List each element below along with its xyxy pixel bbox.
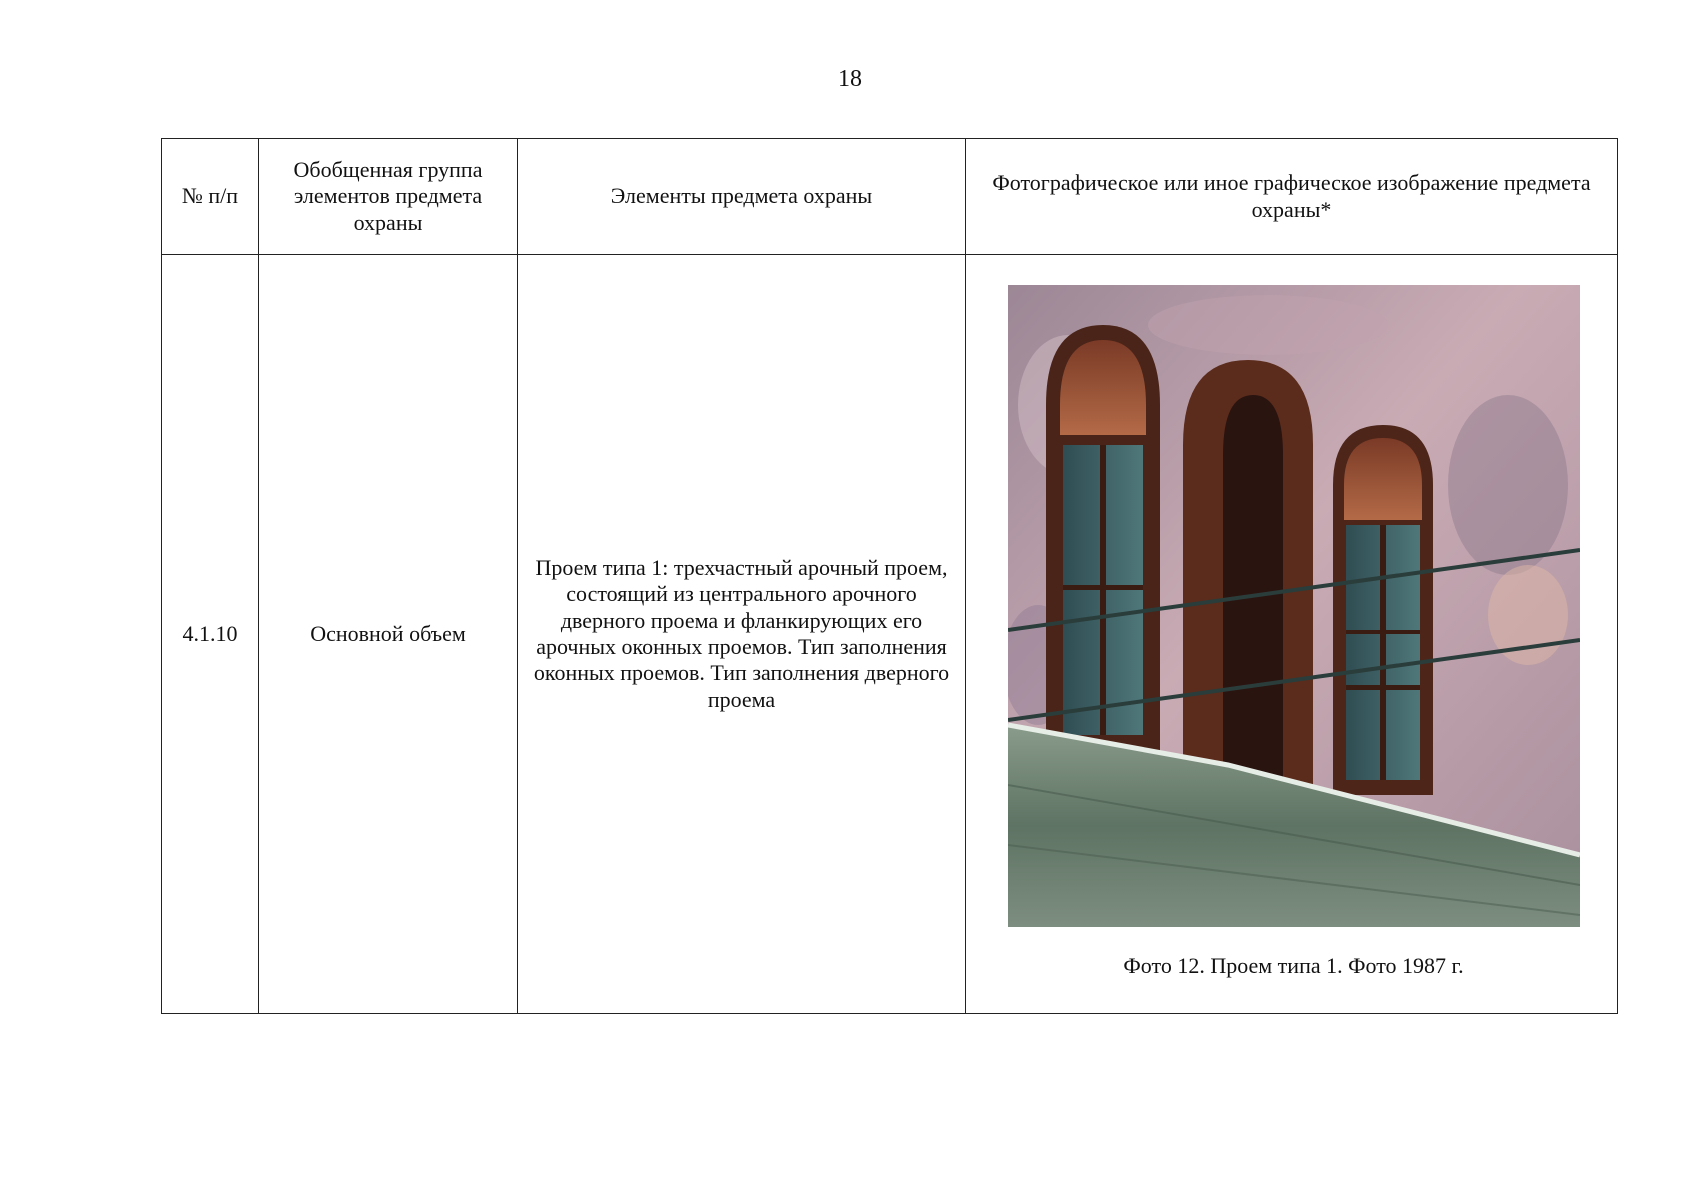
table-header-row [162, 139, 1618, 255]
row-photo-cell [966, 255, 1618, 1014]
header-num: № п/п [162, 139, 259, 255]
row-num: 4.1.10 [162, 255, 259, 1014]
protection-elements-table [161, 138, 1618, 1014]
header-elements: Элементы предмета охраны [518, 139, 966, 255]
header-photo: Фотографическое или иное графическое изображение предмета охраны* [966, 139, 1618, 255]
header-group: Обобщенная группа элементов предмета охраны [259, 139, 518, 255]
page-number: 18 [838, 66, 862, 92]
table-row [162, 255, 1618, 1014]
row-group: Основной объем [259, 255, 518, 1014]
row-elements: Проем типа 1: трехчастный арочный проем, состоящий из центрального арочного дверного проема и фланкирующих его арочных оконных проемов. Тип заполнения оконных проемов. Тип заполнения дверного проема [518, 255, 966, 1014]
photo-caption: Фото 12. Проем типа 1. Фото 1987 г. [1123, 953, 1464, 978]
arched-opening-photo [1008, 285, 1580, 927]
